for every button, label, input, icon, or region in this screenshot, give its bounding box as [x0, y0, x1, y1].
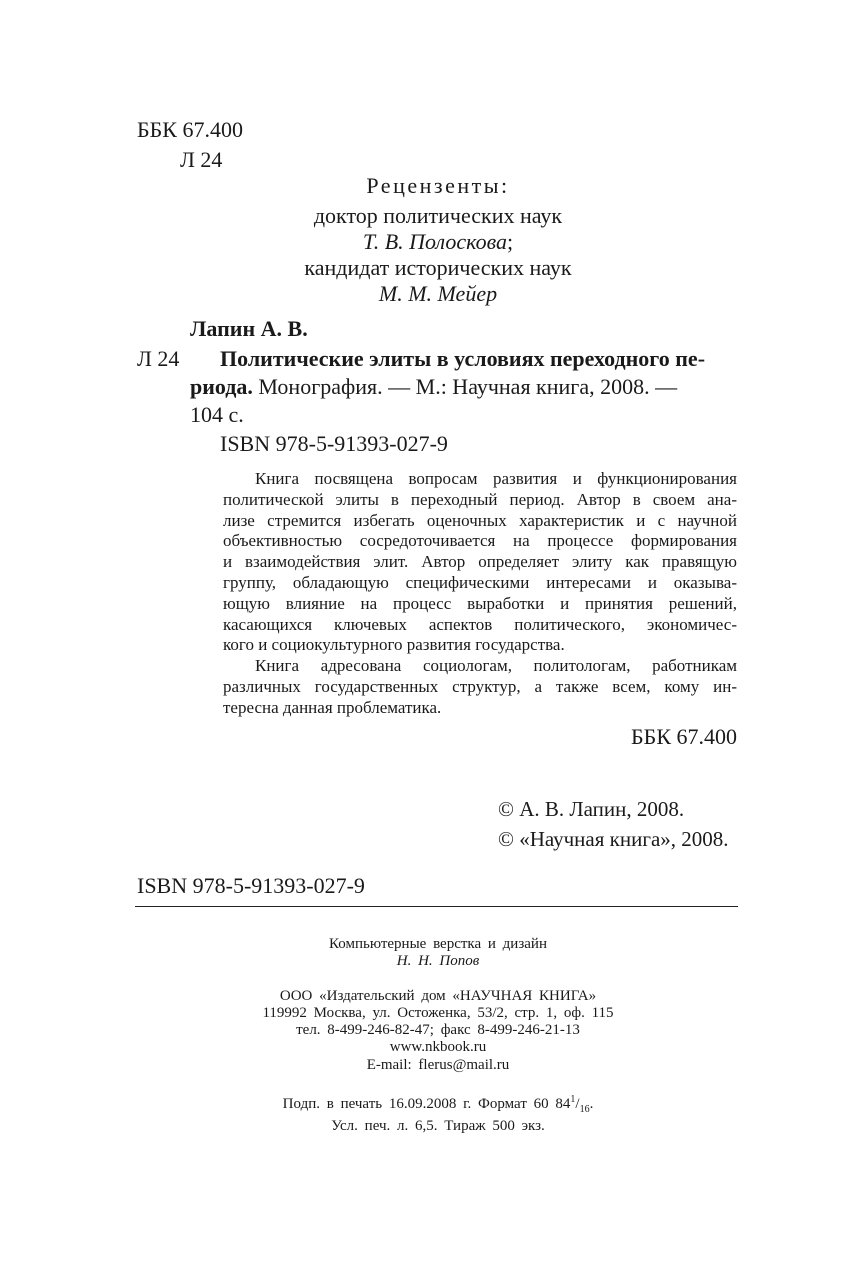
- catalog-mark: Л 24: [137, 346, 180, 371]
- copyright-author: © А. В. Лапин, 2008.: [498, 797, 685, 821]
- annotation-line: объективностью сосредоточивается на процессе формирования: [223, 531, 737, 551]
- annotation-line: касающихся ключевых аспектов политического, экономичес-: [223, 614, 737, 634]
- annotation-line: ющую влияние на процесс выработки и принятия решений,: [223, 593, 737, 613]
- layout-label: Компьютерные верстка и дизайн: [329, 936, 547, 952]
- author-mark: Л 24: [180, 147, 223, 172]
- divider-rule: [135, 906, 738, 907]
- print-format-line: Подп. в печать 16.09.2008 г. Формат 60 $84^1/_{16}$.: [282, 1094, 594, 1116]
- annotation-bbk: ББК 67.400: [631, 724, 737, 749]
- isbn-bottom: ISBN 978-5-91393-027-9: [137, 873, 365, 898]
- publisher-line: тел. 8-499-246-82-47; факс 8-499-246-21-13: [296, 1022, 580, 1039]
- annotation-line: лизе стремится избегать оценочных характеристик и с научной: [223, 510, 737, 530]
- reviewers-block: [200, 173, 676, 307]
- imprint-block: [138, 936, 738, 1136]
- reviewer-line: кандидат исторических наук: [304, 255, 572, 280]
- bbk-code: ББК 67.400: [137, 117, 243, 142]
- annotation-line: Книга посвящена вопросам развития и функционирования: [255, 469, 737, 488]
- catalog-title-line-3: 104 с.: [190, 402, 244, 427]
- reviewer-line: доктор политических наук: [313, 203, 563, 228]
- annotation-line: Книга адресована социологам, политологам, работникам: [255, 656, 737, 676]
- annotation-line: различных государственных структур, а также всем, кому ин-: [223, 676, 737, 696]
- publisher-line: ООО «Издательский дом «НАУЧНАЯ КНИГА»: [279, 987, 597, 1004]
- reviewers-heading: Рецензенты:: [366, 173, 510, 198]
- publisher-line: 119992 Москва, ул. Остоженка, 53/2, стр. 1, оф. 115: [262, 1004, 614, 1021]
- annotation-line: кого и социокультурного развития государства.: [223, 635, 565, 655]
- publisher-line: E-mail: flerus@mail.ru: [366, 1056, 510, 1073]
- catalog-isbn: ISBN 978-5-91393-027-9: [220, 431, 448, 456]
- publisher-line: www.nkbook.ru: [389, 1039, 487, 1056]
- print-run-line: Усл. печ. л. 6,5. Тираж 500 экз.: [331, 1118, 545, 1135]
- annotation-line: группу, обладающую специфическими интересами и оказыва-: [223, 572, 737, 592]
- layout-name: Н. Н. Попов: [396, 953, 480, 970]
- annotation-text: [223, 469, 737, 719]
- reviewer-line: Т. В. Полоскова;: [362, 229, 514, 254]
- copyright-publisher: © «Научная книга», 2008.: [498, 827, 729, 851]
- catalog-title-line-2: риода. Монография. — М.: Научная книга, 2008. —: [190, 374, 678, 399]
- catalog-title-line-1: Политические элиты в условиях переходного пе-: [220, 346, 706, 371]
- annotation-line: и взаимодействия элит. Автор определяет элиту как правящую: [223, 552, 737, 572]
- reviewer-line: М. М. Мейер: [378, 281, 498, 306]
- catalog-author: Лапин А. В.: [190, 316, 308, 341]
- annotation-line: политической элиты в переходный период. Автор в своем ана-: [223, 489, 737, 509]
- annotation-line: тересна данная проблематика.: [223, 697, 442, 717]
